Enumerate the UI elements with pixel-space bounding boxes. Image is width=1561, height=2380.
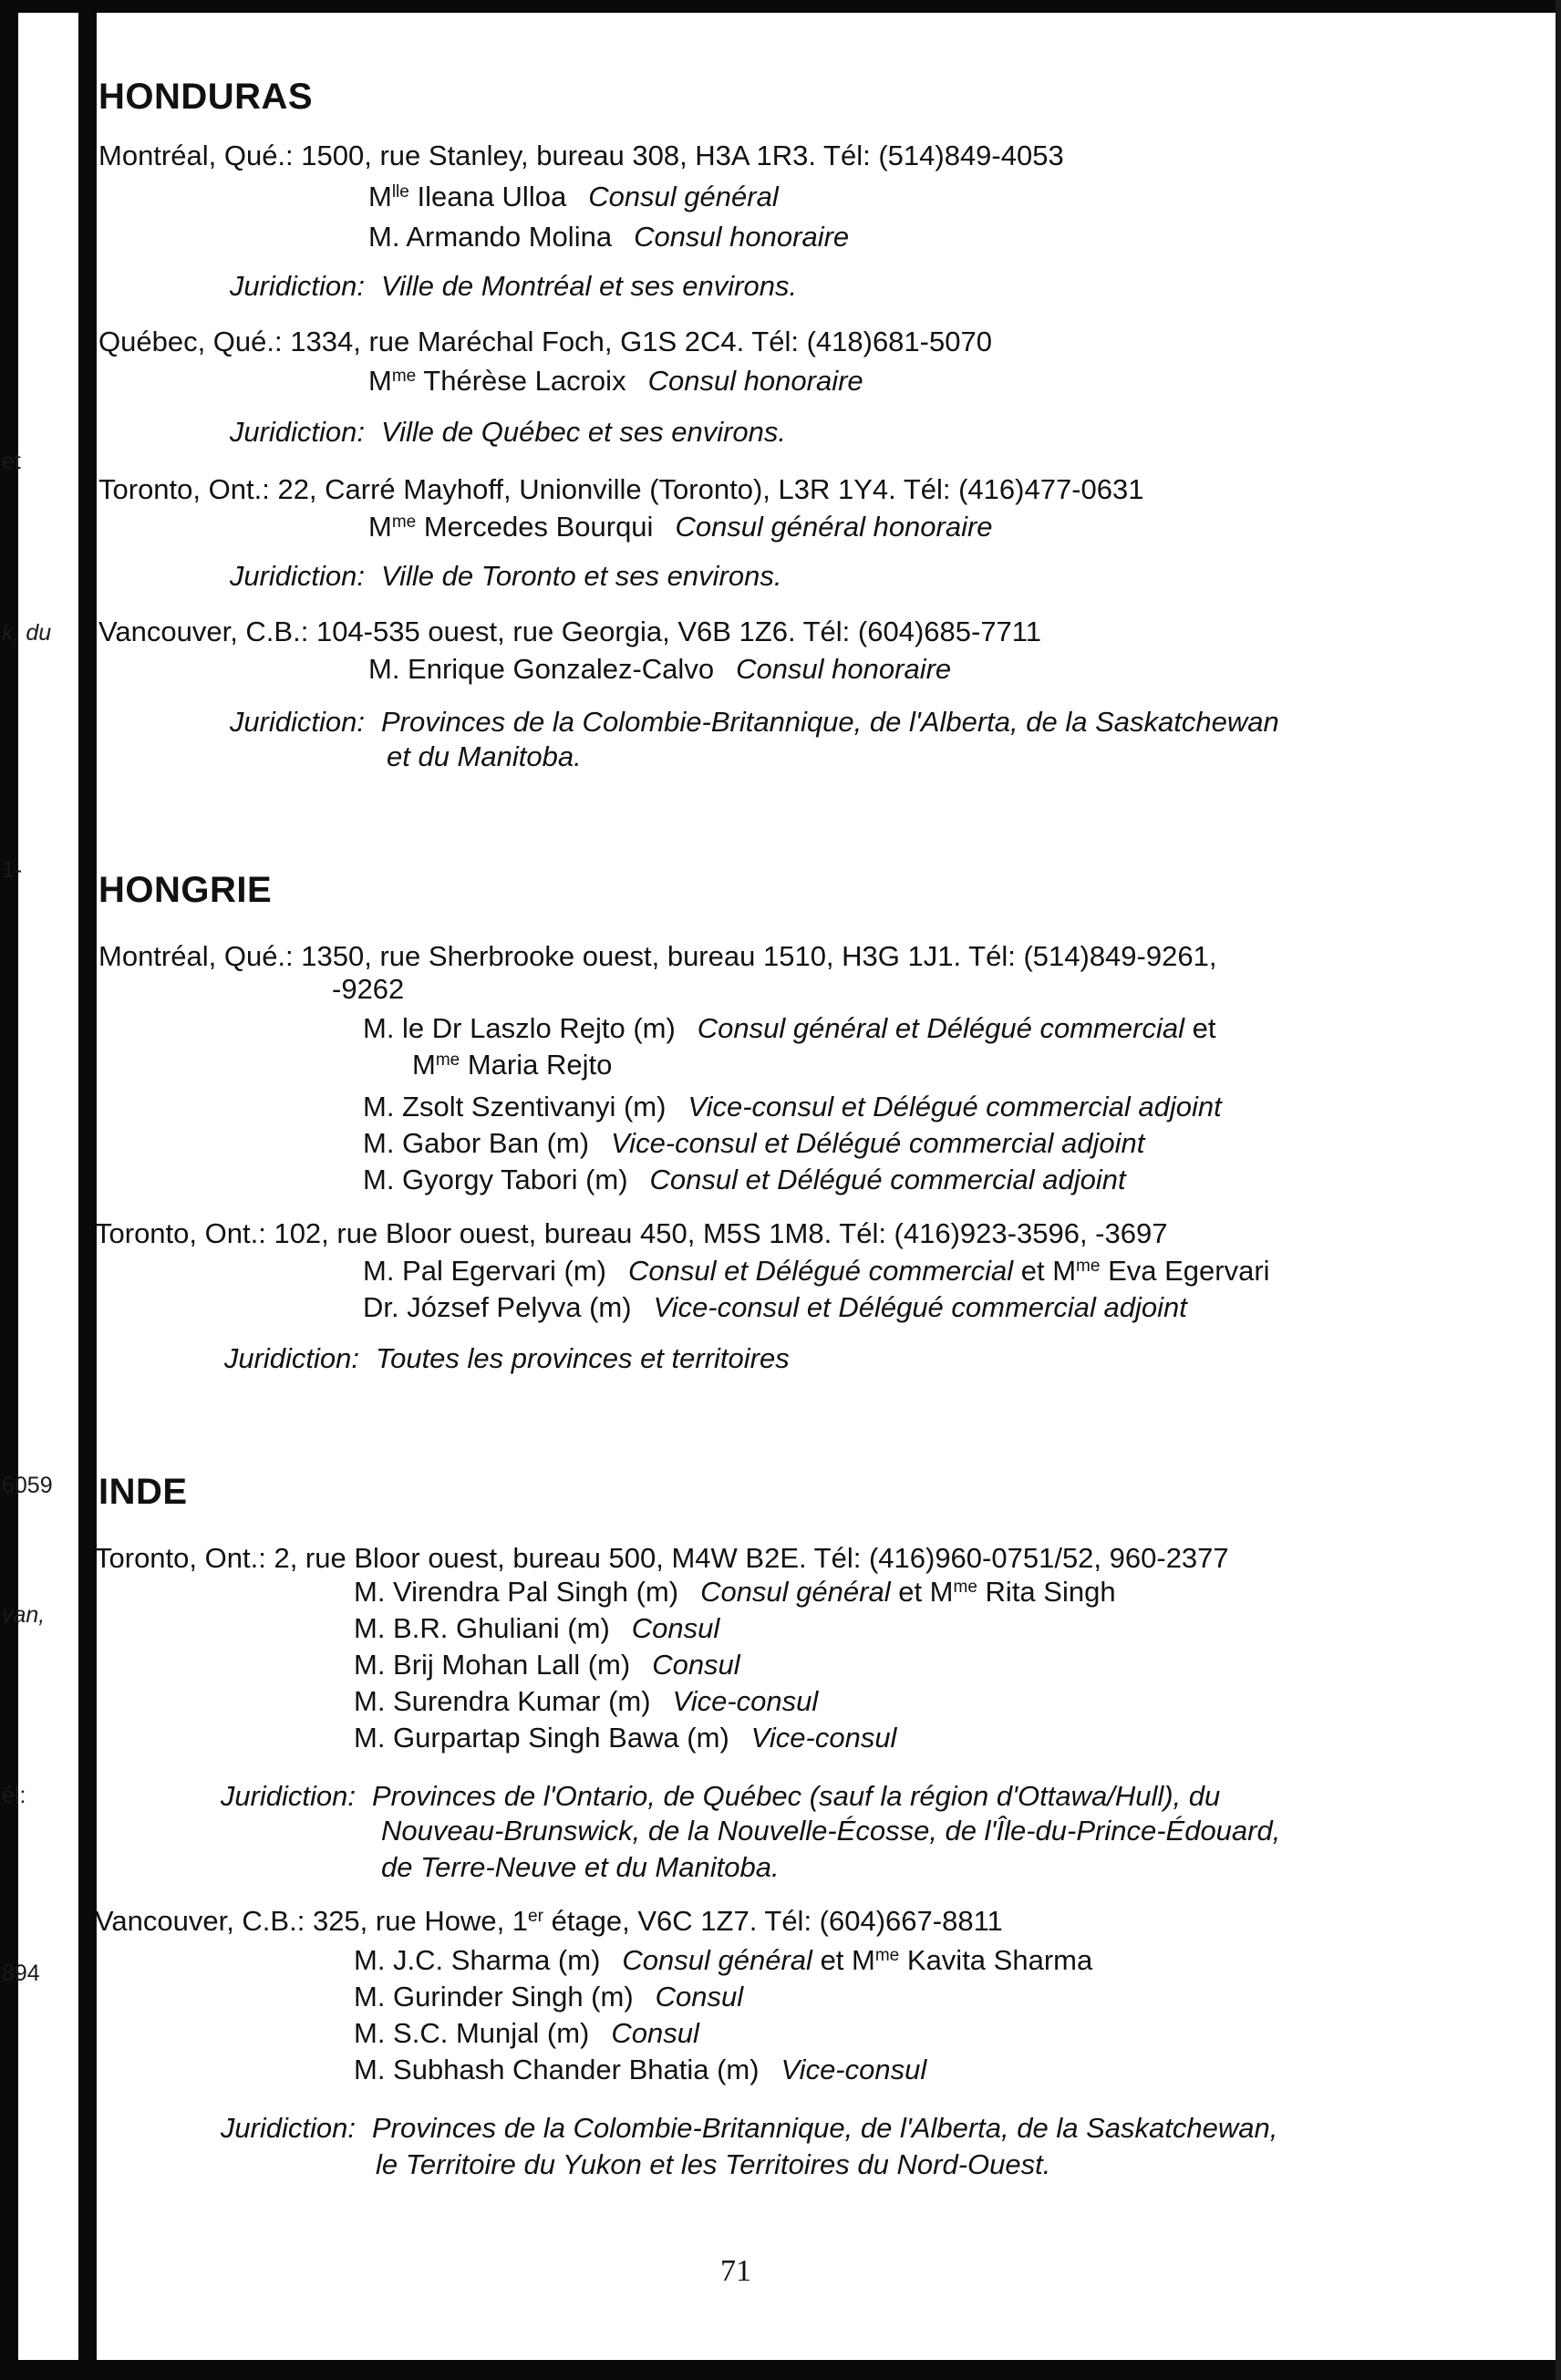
city-label: Toronto, Ont.: [95, 1217, 266, 1249]
personnel-line: M. J.C. Sharma (m) Consul général et $M^{me}$ Kavita Sharma [354, 1944, 1093, 1976]
personnel-line: $M^{me}$ Thérèse Lacroix Consul honoraire [368, 365, 863, 397]
address-text: 104-535 ouest, rue Georgia, V6B 1Z6. Tél: (604)685-7711 [315, 616, 1041, 647]
margin-fragment: 6059 [2, 1473, 53, 1498]
left-border [0, 0, 18, 2380]
personnel-line: M. Subhash Chander Bhatia (m) Vice-consul [354, 2054, 927, 2085]
section-title-inde: INDE [98, 1472, 188, 1512]
personnel-line: M. Brij Mohan Lall (m) Consul [354, 1649, 740, 1681]
section-title-honduras: HONDURAS [98, 77, 314, 117]
personnel-line: M. Gyorgy Tabori (m) Consul et Délégué commercial adjoint [363, 1164, 1126, 1195]
personnel-line: M. Pal Egervari (m) Consul et Délégué commercial et $M^{me}$ Eva Egervari [363, 1255, 1270, 1287]
personnel-line: $M^{lle}$ Ileana Ulloa Consul général [368, 181, 779, 212]
personnel-line: M. Virendra Pal Singh (m) Consul général et $M^{me}$ Rita Singh [354, 1576, 1116, 1608]
personnel-line: M. le Dr Laszlo Rejto (m) Consul général et Délégué commercial et [363, 1012, 1216, 1044]
page-spine [78, 0, 97, 2380]
address-text: 1350, rue Sherbrooke ouest, bureau 1510, H3G 1J1. Tél: (514)849-9261, [301, 940, 1217, 972]
top-border [0, 0, 1561, 13]
city-label: Toronto, Ont.: [95, 1542, 266, 1574]
jurisdiction-line: Juridiction: Ville de Québec et ses environs. [229, 416, 787, 448]
entry-address [98, 937, 1216, 976]
entry-address [98, 613, 1041, 651]
page-number: 71 [720, 2254, 751, 2288]
jurisdiction-continuation: le Territoire du Yukon et les Territoires du Nord-Ouest. [376, 2148, 1051, 2180]
city-label: Vancouver, C.B.: [95, 1905, 305, 1937]
jurisdiction-line: Juridiction: Provinces de la Colombie-Britannique, de l'Alberta, de la Saskatchewan [229, 706, 1279, 738]
entry-address [95, 1539, 1229, 1578]
personnel-line: Dr. József Pelyva (m) Vice-consul et Délégué commercial adjoint [363, 1291, 1187, 1323]
jurisdiction-line: Juridiction: Ville de Montréal et ses environs. [229, 270, 798, 302]
personnel-line: M. Gabor Ban (m) Vice-consul et Délégué commercial adjoint [363, 1127, 1145, 1159]
margin-fragment: k, du [2, 620, 52, 646]
personnel-line: $M^{me}$ Mercedes Bourqui Consul général honoraire [368, 511, 993, 543]
jurisdiction-line: Juridiction: Provinces de l'Ontario, de Québec (sauf la région d'Ottawa/Hull), du [220, 1780, 1221, 1812]
entry-address [95, 1902, 1003, 1940]
personnel-line: M. S.C. Munjal (m) Consul [354, 2017, 699, 2049]
jurisdiction-continuation: de Terre-Neuve et du Manitoba. [381, 1851, 780, 1883]
address-text: 102, rue Bloor ouest, bureau 450, M5S 1M8. Tél: (416)923-3596, -3697 [274, 1217, 1168, 1249]
city-label: Québec, Qué.: [98, 326, 283, 357]
address-text: 325, rue Howe, 1er étage, V6C 1Z7. Tél: (604)667-8811 [312, 1905, 1003, 1937]
right-border [1556, 0, 1561, 2380]
entry-address [95, 1215, 1167, 1253]
margin-fragment: 894 [2, 1961, 40, 1986]
margin-fragment: 1- [2, 857, 23, 883]
personnel-line: $M^{me}$ Maria Rejto [412, 1049, 613, 1081]
address-text: 22, Carré Mayhoff, Unionville (Toronto), L3R 1Y4. Tél: (416)477-0631 [277, 473, 1144, 505]
personnel-line: M. B.R. Ghuliani (m) Consul [354, 1612, 720, 1644]
jurisdiction-line: Juridiction: Toutes les provinces et territoires [223, 1342, 790, 1374]
personnel-line: M. Armando Molina Consul honoraire [368, 221, 850, 253]
jurisdiction-continuation: et du Manitoba. [387, 740, 582, 772]
margin-fragment: él: [2, 1783, 26, 1808]
personnel-line: M. Surendra Kumar (m) Vice-consul [354, 1685, 819, 1717]
entry-address [98, 137, 1064, 175]
address-text: 2, rue Bloor ouest, bureau 500, M4W B2E. Tél: (416)960-0751/52, 960-2377 [274, 1542, 1229, 1574]
personnel-line: M. Gurpartap Singh Bawa (m) Vice-consul [354, 1722, 897, 1754]
jurisdiction-line: Juridiction: Provinces de la Colombie-Britannique, de l'Alberta, de la Saskatchewan, [220, 2112, 1278, 2144]
city-label: Toronto, Ont.: [98, 473, 270, 505]
bottom-border [0, 2360, 1561, 2380]
address-text: 1334, rue Maréchal Foch, G1S 2C4. Tél: (418)681-5070 [290, 326, 992, 357]
city-label: Montréal, Qué.: [98, 140, 294, 171]
entry-address [98, 323, 992, 361]
margin-fragment: et [2, 449, 21, 474]
city-label: Montréal, Qué.: [98, 940, 294, 972]
section-title-hongrie: HONGRIE [98, 870, 273, 910]
jurisdiction-line: Juridiction: Ville de Toronto et ses environs. [229, 560, 782, 592]
jurisdiction-continuation: Nouveau-Brunswick, de la Nouvelle-Écosse, de l'Île-du-Prince-Édouard, [381, 1815, 1281, 1847]
margin-fragment: van, [2, 1602, 46, 1628]
address-continuation: -9262 [332, 973, 405, 1005]
personnel-line: M. Enrique Gonzalez-Calvo Consul honoraire [368, 653, 952, 685]
personnel-line: M. Zsolt Szentivanyi (m) Vice-consul et Délégué commercial adjoint [363, 1091, 1222, 1123]
entry-address [98, 471, 1143, 509]
personnel-line: M. Gurinder Singh (m) Consul [354, 1981, 744, 2013]
address-text: 1500, rue Stanley, bureau 308, H3A 1R3. Tél: (514)849-4053 [301, 140, 1064, 171]
city-label: Vancouver, C.B.: [98, 616, 309, 647]
